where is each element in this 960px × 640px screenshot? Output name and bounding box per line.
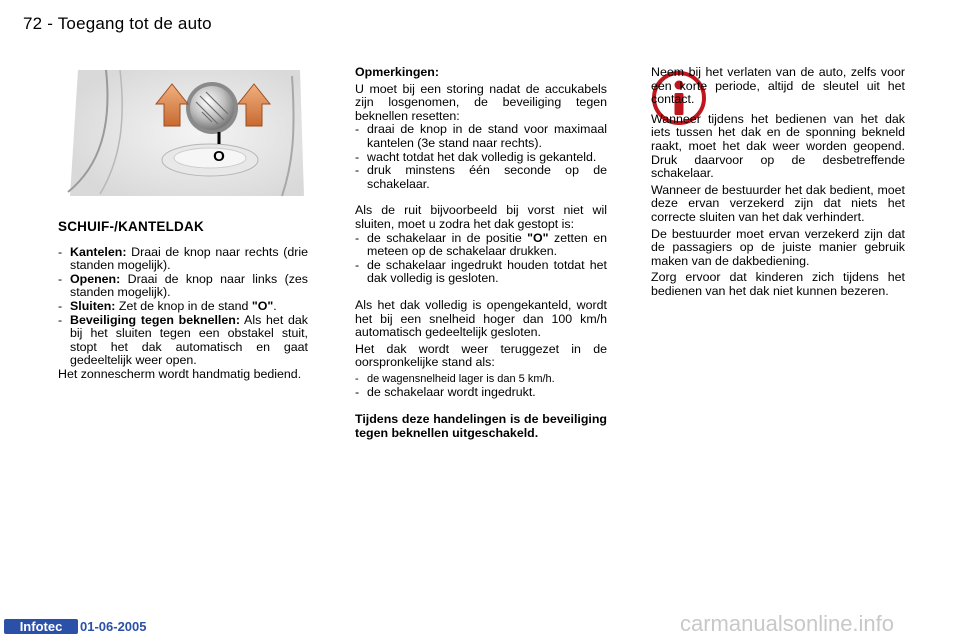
figure-label: O — [213, 148, 225, 165]
column-left — [58, 220, 308, 382]
list-text: draai de knop in de stand voor maximaal kantelen (3e stand naar rechts). — [367, 122, 607, 150]
list-text-end: zetten en meteen op de schakelaar drukken. — [367, 230, 607, 259]
watermark: carmanualsonline.info — [680, 611, 895, 636]
paragraph: Als de ruit bijvoorbeeld bij vorst niet wil sluiten, moet u zodra het dak gestopt is: — [355, 203, 607, 231]
page-number: 72 — [23, 14, 43, 33]
list-text-end: . — [273, 298, 277, 313]
list-text: de schakelaar in de positie — [367, 230, 528, 245]
list-dash: - — [355, 163, 360, 178]
list-item — [355, 232, 607, 259]
list-text: Draai de knop naar rechts (drie standen mogelijk). — [70, 244, 308, 273]
list-dash: - — [355, 230, 360, 245]
paragraph: Als het dak volledig is opengekanteld, wordt het bij een snelheid hoger dan 100 km/h automatisch gedeeltelijk gesloten. — [355, 297, 607, 340]
list-dash: - — [58, 298, 63, 313]
paragraph: De bestuurder moet ervan verzekerd zijn dat de passagiers op de juiste manier gebruik maken van de dakbediening. — [651, 226, 905, 268]
list-item — [58, 314, 308, 368]
list-dash: - — [58, 312, 63, 327]
section-title: SCHUIF-/KANTELDAK — [58, 219, 204, 234]
notes-heading: Opmerkingen: — [355, 65, 439, 79]
list-term-quote: "O" — [527, 230, 549, 245]
list-dash: - — [355, 149, 360, 164]
list-dash: - — [58, 271, 63, 286]
roof-knob-illustration — [60, 66, 310, 200]
list-item — [355, 123, 607, 150]
list-term: Openen: — [70, 271, 121, 286]
list-text: Als het dak bij het sluiten tegen een obstakel stuit, stopt het dak automatisch en gaat gedeeltelijk weer open. — [70, 312, 309, 368]
page-header — [23, 14, 212, 34]
list-item — [58, 300, 308, 314]
list-dash: - — [58, 244, 63, 259]
final-note: Tijdens deze handelingen is de beveiliging tegen beknellen uitgeschakeld. — [355, 412, 607, 440]
list-item — [355, 373, 607, 387]
paragraph: Wanneer de bestuurder het dak bedient, moet deze ervan verzekerd zijn dat niets het correcte sluiten van het dak verhindert. — [651, 182, 905, 224]
paragraph: Het dak wordt weer teruggezet in de oorspronkelijke stand als: — [355, 341, 607, 370]
infotec-logo: Infotec — [4, 619, 78, 634]
list-item — [355, 259, 607, 286]
paragraph: U moet bij een storing nadat de accukabels zijn losgenomen, de beveiliging tegen beknellen resetten: — [355, 81, 607, 123]
list-text: de wagensnelheid lager is dan 5 km/h. — [367, 372, 555, 385]
list-dash: - — [355, 122, 360, 137]
list-term-quote: "O" — [251, 298, 274, 313]
header-separator: - — [42, 14, 58, 33]
list-item — [355, 151, 607, 165]
list-text: Draai de knop naar links (zes standen mogelijk). — [70, 271, 308, 300]
list-dash: - — [355, 372, 359, 385]
footer-date: 01-06-2005 — [80, 619, 147, 634]
warning-text: Neem bij het verlaten van de auto, zelfs voor een korte periode, altijd de sleutel uit het contact. — [651, 65, 905, 107]
page-title: Toegang tot de auto — [57, 14, 212, 33]
list-term: Kantelen: — [70, 244, 127, 259]
list-item — [355, 386, 607, 400]
list-term: Sluiten: — [70, 298, 116, 313]
list-item — [58, 273, 308, 300]
column-middle — [355, 66, 607, 440]
list-item — [58, 246, 308, 273]
paragraph: Zorg ervoor dat kinderen zich tijdens het bedienen van het dak niet kunnen bezeren. — [651, 270, 905, 298]
column-right — [651, 66, 905, 299]
paragraph: Wanneer tijdens het bedienen van het dak iets tussen het dak en de sponning bekneld raakt, moet het dak weer worden geopend. Druk daarvoor op de desbetreffende schakelaar. — [651, 111, 905, 181]
list-text: de schakelaar ingedrukt houden totdat het dak volledig is gesloten. — [367, 257, 607, 286]
list-dash: - — [355, 385, 360, 400]
list-term: Beveiliging tegen beknellen: — [70, 312, 240, 327]
list-text: druk minstens één seconde op de schakelaar. — [367, 163, 607, 191]
list-text: wacht totdat het dak volledig is gekanteld. — [367, 149, 597, 164]
paragraph: Het zonnescherm wordt handmatig bediend. — [58, 366, 302, 381]
list-text: Zet de knop in de stand — [115, 298, 252, 313]
list-item — [355, 164, 607, 191]
list-dash: - — [355, 257, 360, 272]
list-text: de schakelaar wordt ingedrukt. — [367, 385, 536, 400]
